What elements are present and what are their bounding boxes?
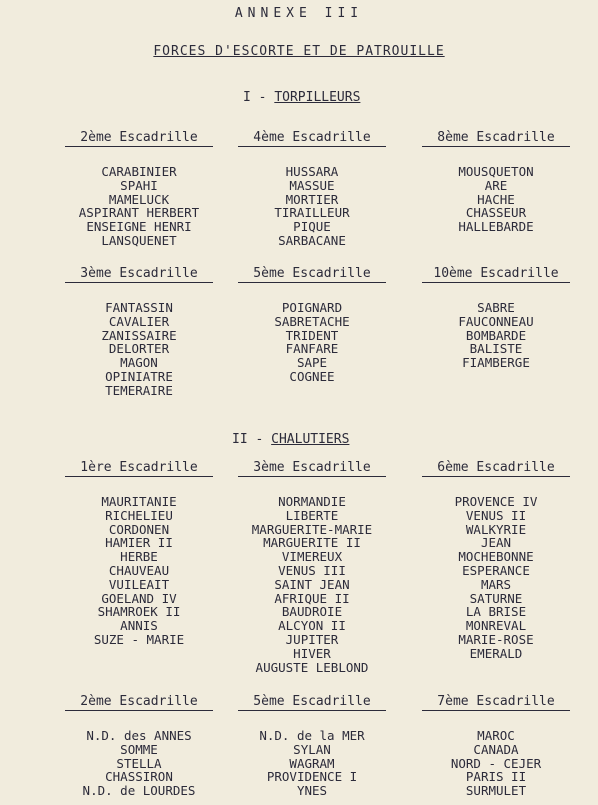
ship-name: AFRIQUE II <box>274 590 350 606</box>
ship-name: FANFARE <box>285 341 339 357</box>
ship-name: SPAHI <box>120 177 158 193</box>
section-chalutiers <box>232 432 349 447</box>
ship-name: BOMBARDE <box>465 327 527 343</box>
ship-name: JEAN <box>480 535 512 551</box>
ship-name: MOUSQUETON <box>458 164 534 179</box>
escadrille-column <box>406 266 586 370</box>
ship-name: BAUDROIE <box>281 604 343 620</box>
escadrille-header: 3ème Escadrille <box>65 266 213 283</box>
ship-name: SAPE <box>296 355 328 371</box>
ship-name: FIAMBERGE <box>462 355 530 371</box>
ship-name: STELLA <box>116 755 162 771</box>
ship-name: EMERALD <box>469 645 523 661</box>
ship-name: NORMANDIE <box>278 494 346 509</box>
escadrille-column <box>406 694 586 798</box>
ship-name: SUZE - MARIE <box>93 631 185 647</box>
ship-name: TRIDENT <box>285 327 339 343</box>
ship-name: MARS <box>480 576 512 592</box>
ship-name: OPINIATRE <box>105 368 173 384</box>
ship-name: NORD - CEJER <box>450 755 542 771</box>
ship-name: MAMELUCK <box>108 191 170 207</box>
ship-name: CHASSEUR <box>465 205 527 221</box>
ship-name: N.D. de LOURDES <box>82 783 196 799</box>
ship-name: YNES <box>296 783 328 799</box>
ship-name: CHASSIRON <box>105 769 173 785</box>
section-title: TORPILLEURS <box>274 90 361 105</box>
ship-name: MAROC <box>477 728 515 743</box>
ship-name: SURMULET <box>465 783 527 799</box>
ship-name: FAUCONNEAU <box>458 313 534 329</box>
annex-heading: ANNEXE III <box>234 6 364 21</box>
ship-name: MASSUE <box>289 177 335 193</box>
escadrille-column <box>222 266 402 384</box>
ship-name: CHAUVEAU <box>108 562 170 578</box>
escadrille-column <box>222 694 402 798</box>
ship-name: AUGUSTE LEBLOND <box>255 659 369 675</box>
ship-name: ALCYON II <box>278 618 346 634</box>
ship-name: GOELAND IV <box>101 590 177 606</box>
escadrille-header: 3ème Escadrille <box>238 460 386 477</box>
ship-name: PROVENCE IV <box>454 494 538 509</box>
escadrille-header: 10ème Escadrille <box>422 266 570 283</box>
ship-name: SAINT JEAN <box>274 576 350 592</box>
ship-name: SHAMROEK II <box>97 604 181 620</box>
ship-name: ENSEIGNE HENRI <box>86 219 192 235</box>
ship-name: TIRAILLEUR <box>274 205 350 221</box>
ship-name: WALKYRIE <box>465 521 527 537</box>
escadrille-header: 8ème Escadrille <box>422 130 570 147</box>
escadrille-header: 7ème Escadrille <box>422 694 570 711</box>
ship-name: SABRE <box>477 300 515 315</box>
ship-name: ARE <box>484 177 508 193</box>
ship-name: BALISTE <box>469 341 523 357</box>
ship-name: HALLEBARDE <box>458 219 534 235</box>
ship-name: VIMEREUX <box>281 549 343 565</box>
ship-name: LIBERTE <box>285 507 339 523</box>
ship-name: POIGNARD <box>281 300 343 315</box>
escadrille-header: 4ème Escadrille <box>238 130 386 147</box>
ship-name: WAGRAM <box>289 755 335 771</box>
ship-name: DELORTER <box>108 341 170 357</box>
ship-name: VUILEAIT <box>108 576 170 592</box>
ship-name: MOCHEBONNE <box>458 549 534 565</box>
escadrille-header: 5ème Escadrille <box>238 694 386 711</box>
section-title: CHALUTIERS <box>271 432 350 447</box>
ship-name: MAURITANIE <box>101 494 177 509</box>
ship-name: ASPIRANT HERBERT <box>78 205 200 221</box>
ship-name: LANSQUENET <box>101 232 177 248</box>
ship-name: SOMME <box>120 741 158 757</box>
ship-name: SATURNE <box>469 590 523 606</box>
ship-name: CORDONEN <box>108 521 170 537</box>
section-numeral: II - <box>232 432 264 447</box>
ship-name: HACHE <box>477 191 515 207</box>
ship-name: JUPITER <box>285 631 339 647</box>
escadrille-column <box>222 460 402 674</box>
escadrille-column <box>49 266 229 398</box>
ship-name: HAMIER II <box>105 535 173 551</box>
escadrille-column <box>49 460 229 647</box>
ship-name: MARIE-ROSE <box>458 631 534 647</box>
ship-name: CAVALIER <box>108 313 170 329</box>
ship-name: ZANISSAIRE <box>101 327 177 343</box>
ship-name: MAGON <box>120 355 158 371</box>
ship-name: CARABINIER <box>101 164 177 179</box>
ship-name: ANNIS <box>120 618 158 634</box>
ship-name: PROVIDENCE I <box>266 769 358 785</box>
ship-name: ESPERANCE <box>462 562 530 578</box>
ship-name: MARGUERITE II <box>263 535 361 551</box>
escadrille-column <box>406 130 586 234</box>
ship-name: SARBACANE <box>278 232 346 248</box>
ship-name: PARIS II <box>465 769 527 785</box>
escadrille-header: 5ème Escadrille <box>238 266 386 283</box>
escadrille-column <box>222 130 402 248</box>
ship-name: COGNEE <box>289 368 335 384</box>
escadrille-header: 2ème Escadrille <box>65 694 213 711</box>
escadrille-column <box>49 130 229 248</box>
ship-name: LA BRISE <box>465 604 527 620</box>
main-title: FORCES D'ESCORTE ET DE PATROUILLE <box>153 44 445 59</box>
ship-name: N.D. des ANNES <box>86 728 192 743</box>
ship-name: HERBE <box>120 549 158 565</box>
escadrille-header: 6ème Escadrille <box>422 460 570 477</box>
ship-name: PIQUE <box>293 219 331 235</box>
escadrille-column <box>49 694 229 798</box>
ship-name: FANTASSIN <box>105 300 173 315</box>
escadrille-header: 1ère Escadrille <box>65 460 213 477</box>
ship-name: N.D. de la MER <box>259 728 365 743</box>
ship-name: MONREVAL <box>465 618 527 634</box>
ship-name: HUSSARA <box>285 164 339 179</box>
ship-name: MARGUERITE-MARIE <box>251 521 373 537</box>
escadrille-header: 2ème Escadrille <box>65 130 213 147</box>
ship-name: TEMERAIRE <box>105 382 173 398</box>
section-torpilleurs <box>243 90 360 105</box>
ship-name: VENUS III <box>278 562 346 578</box>
ship-name: VENUS II <box>465 507 527 523</box>
ship-name: SABRETACHE <box>274 313 350 329</box>
ship-name: CANADA <box>473 741 519 757</box>
escadrille-column <box>406 460 586 661</box>
section-numeral: I - <box>243 90 267 105</box>
ship-name: MORTIER <box>285 191 339 207</box>
ship-name: HIVER <box>293 645 331 661</box>
ship-name: SYLAN <box>293 741 331 757</box>
ship-name: RICHELIEU <box>105 507 173 523</box>
